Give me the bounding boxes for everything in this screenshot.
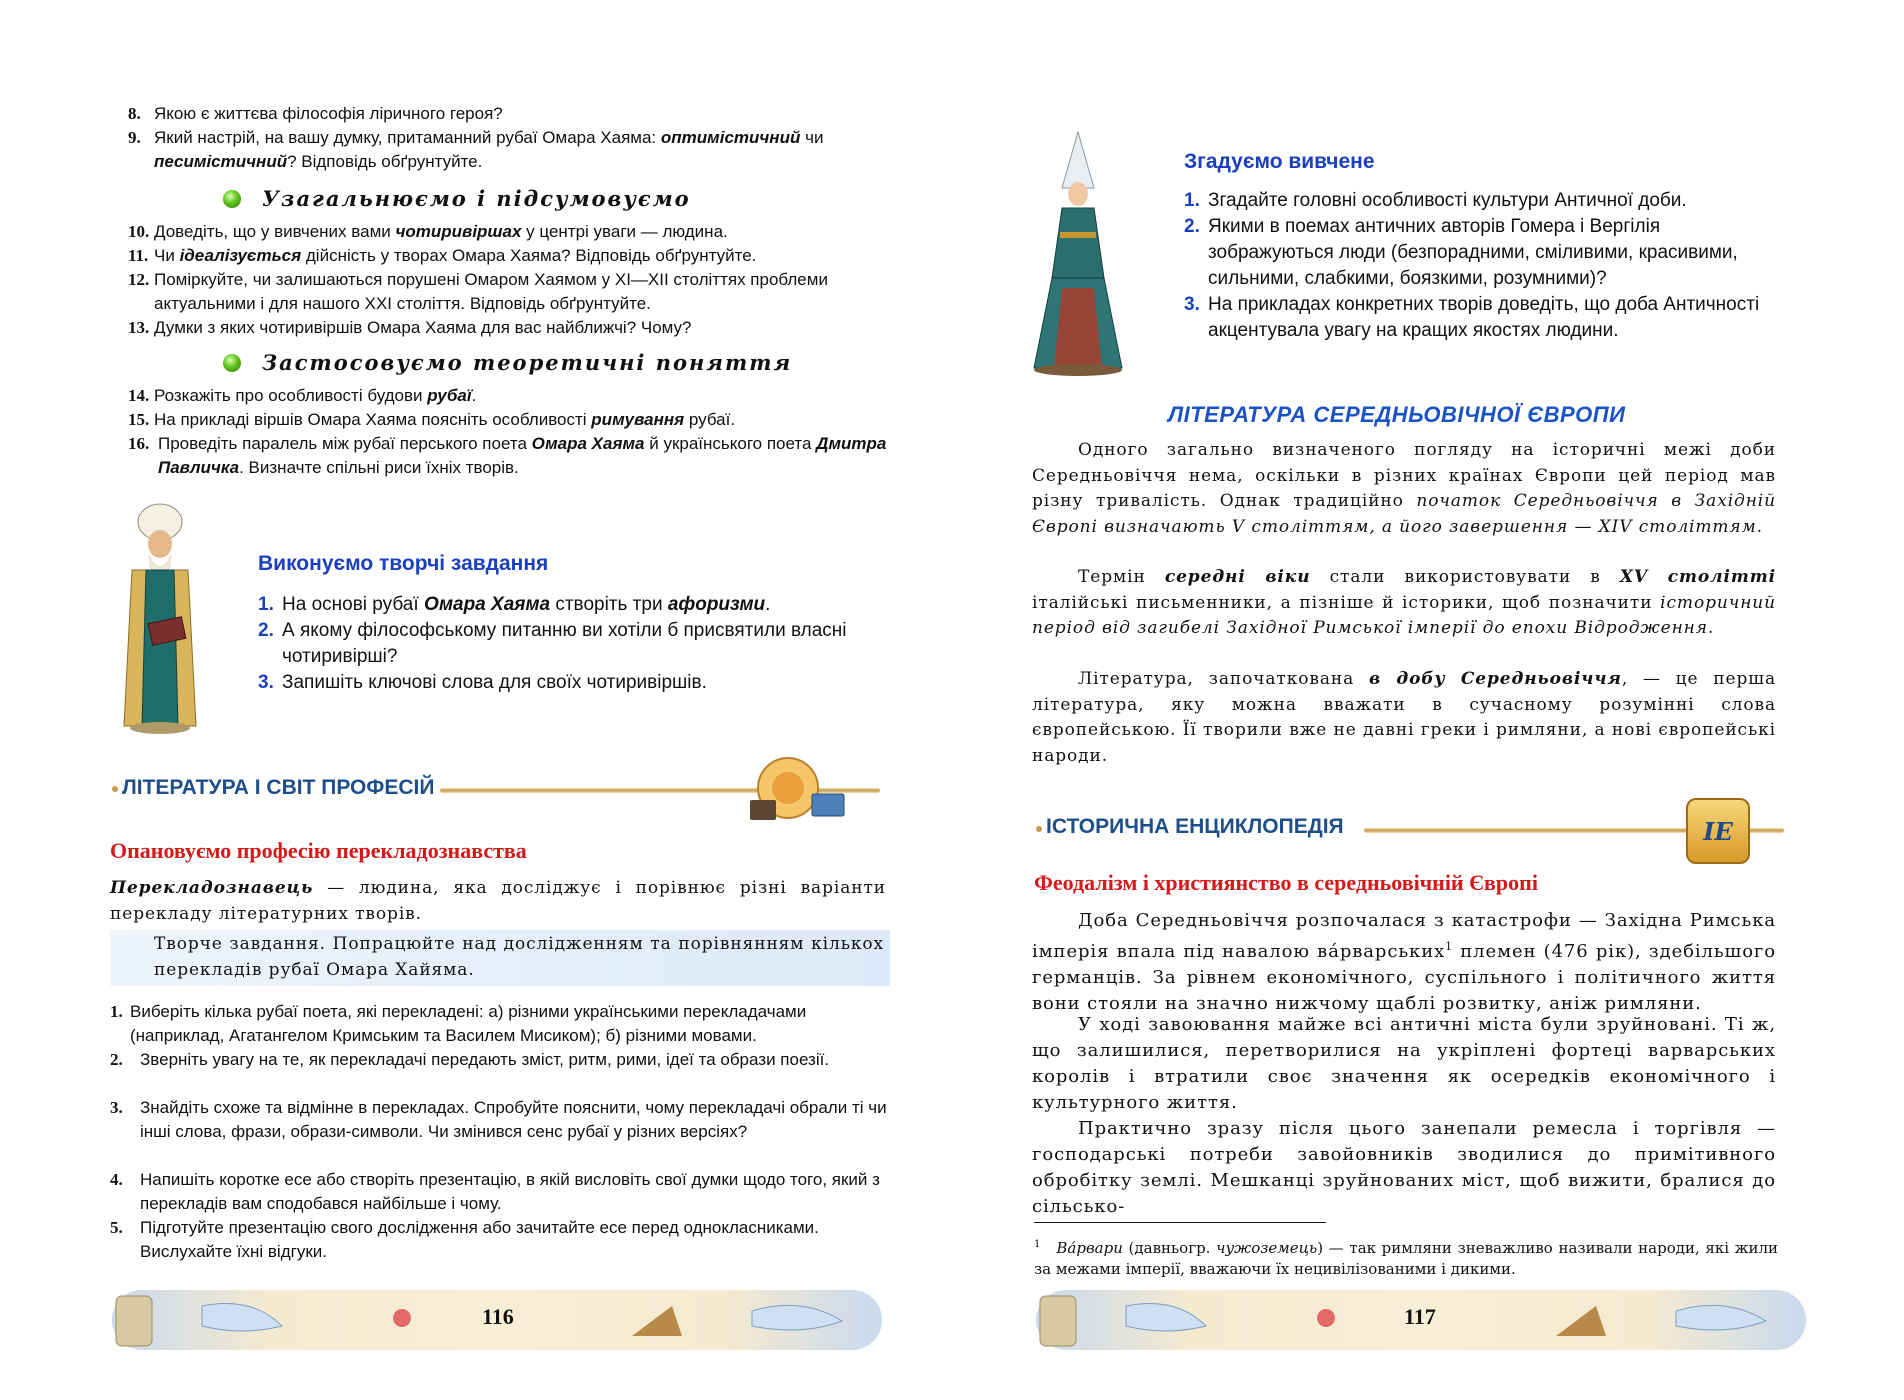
creative-tasks-heading: Виконуємо творчі завдання xyxy=(258,552,549,575)
question-text: Який настрій, на вашу думку, притаманний рубаї Омара Хаяма: оптимістичний чи песимістичний? Відповідь обґрунтуйте. xyxy=(154,128,824,171)
section-heading-summarize: Узагальнюємо і підсумовуємо xyxy=(262,186,691,211)
question-10: 10. Доведіть, що у вивчених вами чотиривіршах у центрі уваги — людина. xyxy=(128,222,728,241)
professions-emblem-icon xyxy=(740,754,850,830)
footnote-divider xyxy=(1034,1222,1326,1223)
recall-task-3: 3. На прикладах конкретних творів доведіть, що доба Античності акцентувала увагу на кращих якостях людини. xyxy=(1184,294,1760,341)
profession-definition: Перекладознавець — людина, яка досліджує і порівнює різні варіанти перекладу літературних творів. xyxy=(110,878,886,924)
recall-heading: Згадуємо вивчене xyxy=(1184,150,1375,173)
question-number: 9. xyxy=(128,128,141,147)
omar-khayyam-illustration xyxy=(112,500,208,736)
step-4: 4. Напишіть коротке есе або створіть презентацію, в якій висловіть свої думки щодо того, який з перекладів вам сподобався найбільше і чому. xyxy=(110,1170,880,1213)
creative-task-2: 2. А якому філософському питанню ви хотіли б присвятили власні чотиривірші? xyxy=(258,620,847,667)
profession-heading: Опановуємо професію перекладознавства xyxy=(110,838,527,863)
step-1: 1. Виберіть кілька рубаї поета, які перекладені: а) різними українськими перекладачами (наприклад, Агатангелом Кримським та Василем Мисиком); б) різними мовами. xyxy=(110,1002,807,1045)
creative-task-1: 1. На основі рубаї Омара Хаяма створіть три афоризми. xyxy=(258,594,771,615)
encyclopedia-paragraph-1: Доба Середньовіччя розпочалася з катастрофи — Західна Римська імперія впала під навалою ва́рварських$^1$ племен (476 рік), здебільшого германців. За рівнем економічного, суспільного і політичного життя вони стояли на значно нижчому щаблі розвитку, аніж римляни. xyxy=(1032,910,1776,1014)
section-heading-theory: Застосовуємо теоретичні поняття xyxy=(262,350,793,375)
creative-task-3: 3. Запишіть ключові слова для своїх чотиривіршів. xyxy=(258,672,707,693)
medieval-lady-illustration xyxy=(1032,128,1124,378)
band-dot xyxy=(112,786,118,792)
question-number: 8. xyxy=(128,104,141,123)
question-8 xyxy=(128,102,898,126)
paragraph-2: Термін середні віки стали використовувати в XV столітті італійські письменники, а пізніше й історики, щоб позначити історичний період від загибелі Західної Римської імперії до епохи Відродження. xyxy=(1032,567,1776,638)
page-number: 116 xyxy=(482,1304,514,1329)
question-9 xyxy=(128,126,898,174)
recall-task-1: 1. Згадайте головні особливості культури Античної доби. xyxy=(1184,190,1687,211)
question-16: 16. Проведіть паралель між рубаї перського поета Омара Хаяма й українського поета Дмитра Павличка. Визначте спільні риси їхніх творів. xyxy=(128,434,887,477)
step-3: 3. Знайдіть схоже та відмінне в перекладах. Спробуйте пояснити, чому перекладачі обрали ті чи інші слова, фрази, образи-символи. Чи змінився сенс рубаї у різних версіях? xyxy=(110,1098,887,1141)
right-page xyxy=(952,0,1904,1400)
encyclopedia-paragraph-3: Практично зразу після цього занепали ремесла і торгівля — господарські потреби завойовників зводилися до примітивного обробітку землі. Мешканці зруйнованих міст, щоб вижити, бралися до сільсько- xyxy=(1032,1118,1776,1217)
professions-band-title: ЛІТЕРАТУРА І СВІТ ПРОФЕСІЙ xyxy=(122,776,435,799)
footnote: $^1$ Ва́рвари (давньогр. чужоземець) — так римляни зневажливо називали народи, які жили за межами імперії, вважаючи їх нецивілізованими і дикими. xyxy=(1034,1239,1778,1278)
recall-task-2: 2. Якими в поемах античних авторів Гомера і Вергілія зображуються люди (безпорадними, сміливими, красивими, сильними, слабкими, боязкими, розумними)? xyxy=(1184,216,1738,289)
page-number: 117 xyxy=(1404,1304,1436,1329)
green-bullet-icon xyxy=(223,190,241,208)
green-bullet-icon xyxy=(223,354,241,372)
step-2: 2. Зверніть увагу на те, як перекладачі передають зміст, ритм, рими, ідеї та образи поезії. xyxy=(110,1050,830,1069)
encyclopedia-heading: Феодалізм і християнство в середньовічній Європі xyxy=(1034,870,1538,895)
question-13: 13. Думки з яких чотиривіршів Омара Хаяма для вас найближчі? Чому? xyxy=(128,318,692,337)
question-15: 15. На прикладі віршів Омара Хаяма поясніть особливості римування рубаї. xyxy=(128,410,736,429)
step-5: 5. Підготуйте презентацію свого дослідження або зачитайте есе перед однокласниками. Вислухайте їхні відгуки. xyxy=(110,1218,819,1261)
band-dot xyxy=(1036,826,1042,832)
question-14: 14. Розкажіть про особливості будови рубаї. xyxy=(128,386,477,405)
question-11: 11. Чи ідеалізується дійсність у творах Омара Хаяма? Відповідь обґрунтуйте. xyxy=(128,246,757,265)
encyclopedia-band-title: ІСТОРИЧНА ЕНЦИКЛОПЕДІЯ xyxy=(1046,815,1344,838)
encyclopedia-badge-icon: ІЕ xyxy=(1686,798,1750,864)
paragraph-1: Одного загально визначеного погляду на історичні межі доби Середньовіччя нема, оскільки в різних країнах Європи цей період мав різну тривалість. Однак традиційно початок Середньовіччя в Західній Європі визначають V століттям, а його завершення — XIV століттям. xyxy=(1032,440,1776,537)
encyclopedia-paragraph-2: У ході завоювання майже всі античні міста були зруйновані. Ті ж, що залишилися, перетворилися на укріплені фортеці варварських королів і втратили своє значення як осередків економічного і культурного життя. xyxy=(1032,1014,1776,1113)
question-text: Якою є життєва філософія ліричного героя? xyxy=(154,104,503,123)
paragraph-3: Література, започаткована в добу Середньовіччя, — це перша література, яку можна вважати в сучасному розумінні слова європейською. Її творили вже не давні греки і римляни, а нові європейські народи. xyxy=(1032,669,1777,766)
creative-task-box: Творче завдання. Попрацюйте над дослідженням та порівнянням кількох перекладів рубаї Омара Хайяма. xyxy=(110,930,890,986)
question-12: 12. Поміркуйте, чи залишаються порушені Омаром Хаямом у XI—XII століттях проблеми актуальними і для нашого XXI століття. Відповідь обґрунтуйте. xyxy=(128,270,828,313)
chapter-title: ЛІТЕРАТУРА СЕРЕДНЬОВІЧНОЇ ЄВРОПИ xyxy=(1168,402,1626,427)
